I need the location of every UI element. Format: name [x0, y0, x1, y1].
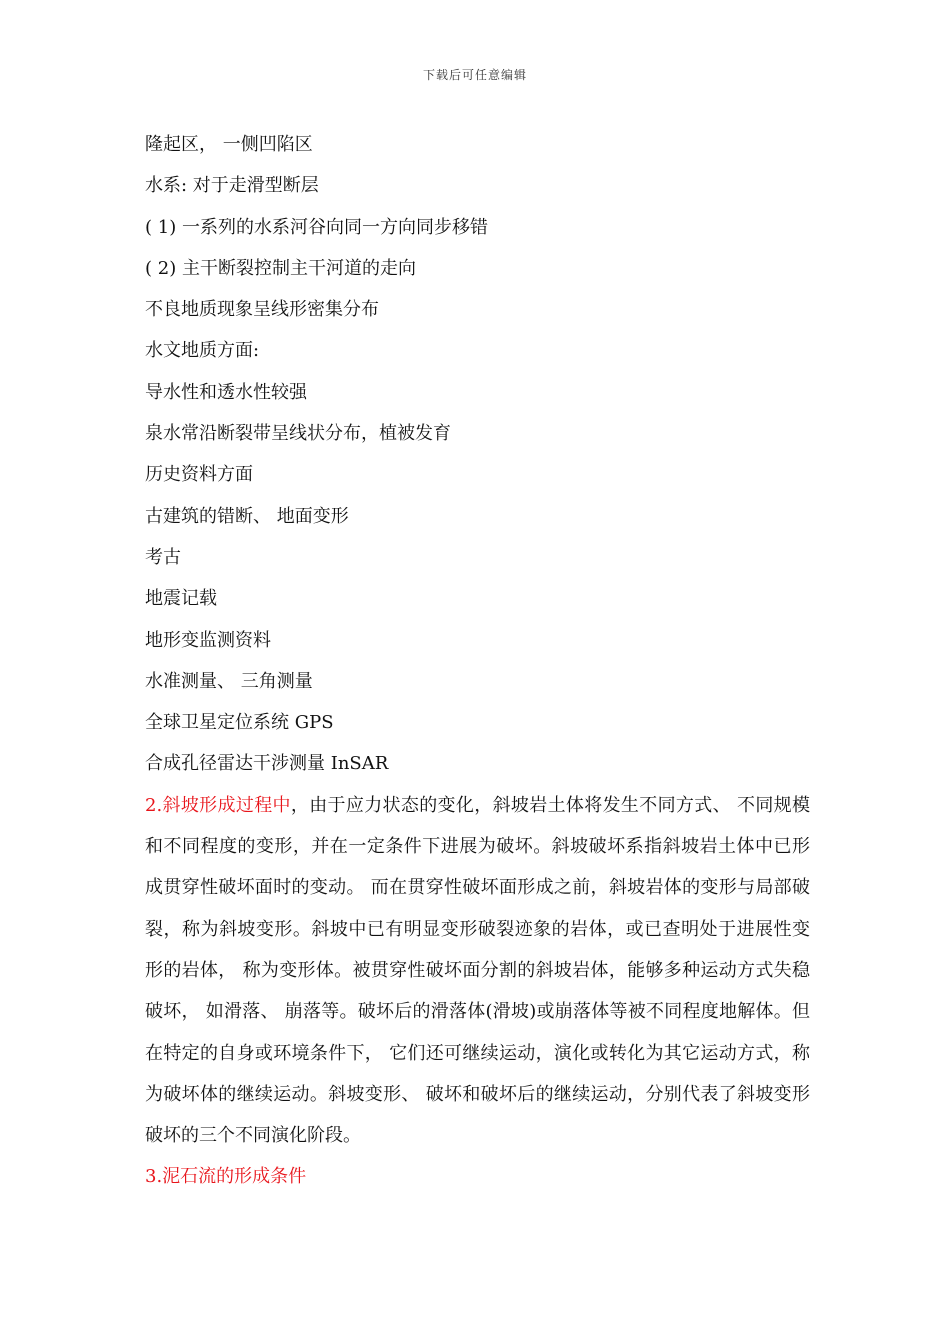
text-line: 全球卫星定位系统 GPS	[145, 712, 334, 734]
text-line: 水系: 对于走滑型断层	[145, 175, 319, 197]
section-2-heading: 2.斜坡形成过程中	[145, 794, 291, 816]
section-2-paragraph	[145, 785, 810, 1157]
text-line: 合成孔径雷达干涉测量 InSAR	[145, 753, 389, 775]
text-line: ( 1) 一系列的水系河谷向同一方向同步移错	[145, 216, 488, 238]
text-line: 隆起区， 一侧凹陷区	[145, 134, 313, 155]
text-line: 泉水常沿断裂带呈线状分布，植被发育	[145, 423, 451, 445]
text-line: 地形变监测资料	[145, 629, 271, 651]
text-line: 导水性和透水性较强	[145, 381, 307, 403]
section-2-body: ，由于应力状态的变化，斜坡岩土体将发生不同方式、 不同规模和不同程度的变形，并在一定条件下进展为破坏。斜坡破坏系指斜坡岩土体中已形成贯穿性破坏面时的变动。 而在贯穿性破坏面形成之前，斜坡岩体的变形与局部破裂，称为斜坡变形。斜坡中已有明显变形破裂迹象的岩体，或已查明处于进展性变形的岩体， 称为变形体。被贯穿性破坏面分割的斜坡岩体，能够多种运动方式失稳破坏， 如滑落、 崩落等。破坏后的滑落体(滑坡)或崩落体等被不同程度地解体。但在特定的自身或环境条件下， 它们还可继续运动，演化或转化为其它运动方式，称为破坏体的继续运动。斜坡变形、 破坏和破坏后的继续运动，分别代表了斜坡变形破坏的三个不同演化阶段。	[145, 794, 810, 1147]
text-line: 水准测量、 三角测量	[145, 670, 313, 692]
text-line: 古建筑的错断、 地面变形	[145, 505, 349, 527]
text-line: 历史资料方面	[145, 464, 253, 486]
text-line: 考古	[145, 546, 181, 568]
text-line: 水文地质方面:	[145, 340, 260, 362]
text-line: ( 2) 主干断裂控制主干河道的走向	[145, 257, 416, 279]
text-line: 不良地质现象呈线形密集分布	[145, 299, 379, 321]
text-line: 地震记载	[145, 588, 217, 610]
section-3-heading: 3.泥石流的形成条件	[145, 1166, 307, 1188]
document-body	[145, 124, 810, 1198]
page-header: 下载后可任意编辑	[422, 68, 527, 82]
